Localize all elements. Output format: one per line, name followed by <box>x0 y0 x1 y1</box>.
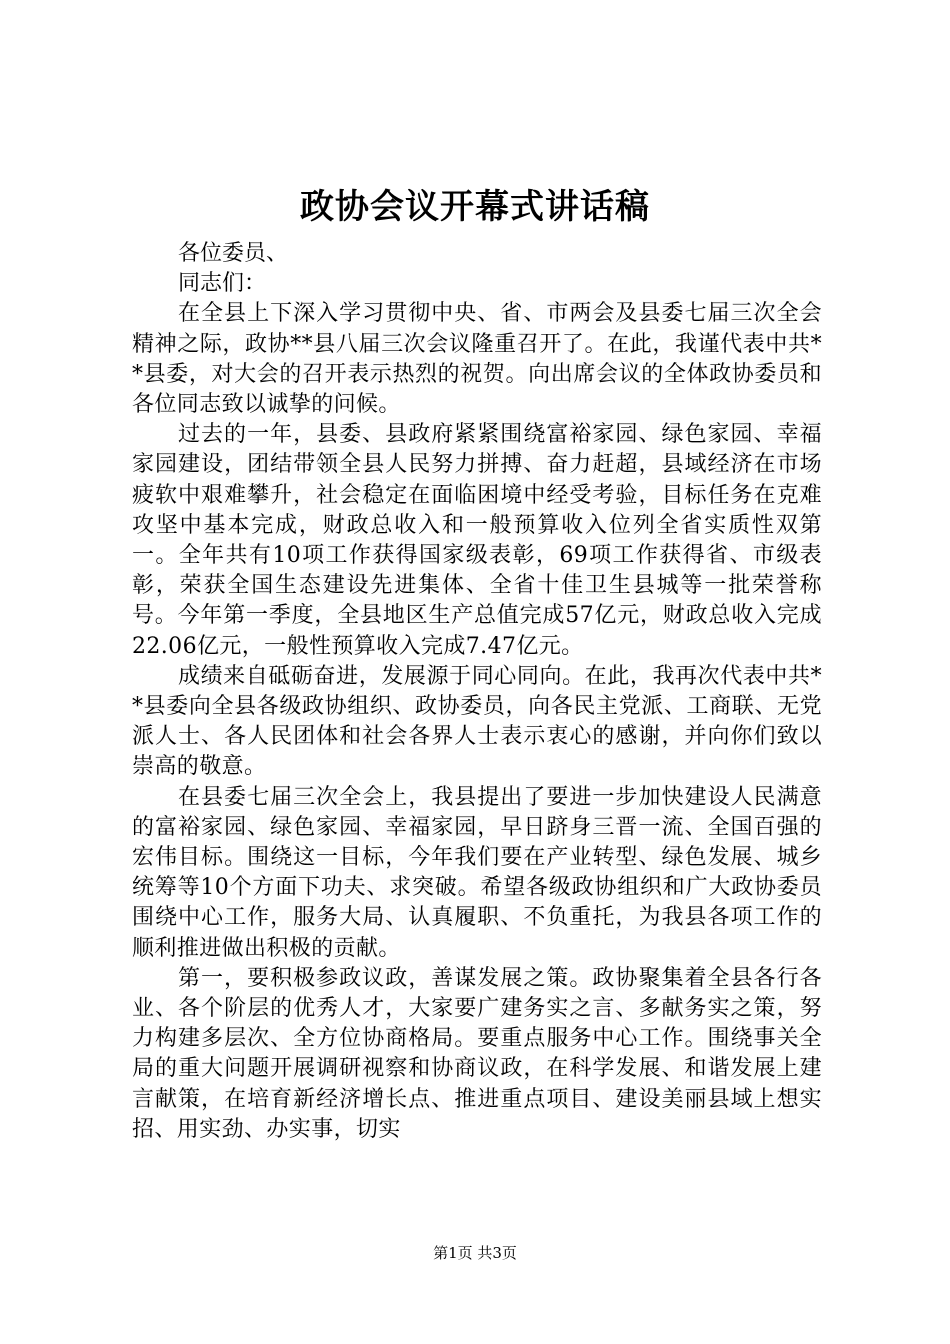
body-paragraph: 过去的一年，县委、县政府紧紧围绕富裕家园、绿色家园、幸福家园建设，团结带领全县人民努力拼搏、奋力赶超，县域经济在市场疲软中艰难攀升，社会稳定在面临困境中经受考验，目标任务在克难攻坚中基本完成，财政总收入和一般预算收入位列全省实质性双第一。全年共有10项工作获得国家级表彰，69项工作获得省、市级表彰，荣获全国生态建设先进集体、全省十佳卫生县城等一批荣誉称号。今年第一季度，全县地区生产总值完成57亿元，财政总收入完成22.06亿元，一般性预算收入完成7.47亿元。 <box>132 422 822 659</box>
body-paragraph: 在全县上下深入学习贯彻中央、省、市两会及县委七届三次全会精神之际，政协**县八届三次会议隆重召开了。在此，我谨代表中共**县委，对大会的召开表示热烈的祝贺。向出席会议的全体政协委员和各位同志致以诚挚的问候。 <box>132 301 822 418</box>
body-paragraph: 第一，要积极参政议政，善谋发展之策。政协聚集着全县各行各业、各个阶层的优秀人才，大家要广建务实之言、多献务实之策，努力构建多层次、全方位协商格局。要重点服务中心工作。围绕事关全局的重大问题开展调研视察和协商议政，在科学发展、和谐发展上建言献策，在培育新经济增长点、推进重点项目、建设美丽县域上想实招、用实劲、办实事，切实 <box>132 965 822 1142</box>
salutation-line: 同志们： <box>178 271 267 297</box>
body-paragraph: 成绩来自砥砺奋进，发展源于同心同向。在此，我再次代表中共**县委向全县各级政协组织、政协委员，向各民主党派、工商联、无党派人士、各人民团体和社会各界人士表示衷心的感谢，并向你们致以崇高的敬意。 <box>132 663 822 780</box>
document-title: 政协会议开幕式讲话稿 <box>300 187 650 227</box>
page-number-footer: 第1页 共3页 <box>433 1244 517 1262</box>
salutation-line: 各位委员、 <box>178 241 289 266</box>
body-paragraph: 在县委七届三次全会上，我县提出了要进一步加快建设人民满意的富裕家园、绿色家园、幸福家园，早日跻身三晋一流、全国百强的宏伟目标。围绕这一目标，今年我们要在产业转型、绿色发展、城乡统筹等10个方面下功夫、求突破。希望各级政协组织和广大政协委员围绕中心工作，服务大局、认真履职、不负重托，为我县各项工作的顺利推进做出积极的贡献。 <box>132 784 822 961</box>
document-body <box>132 239 822 1145</box>
